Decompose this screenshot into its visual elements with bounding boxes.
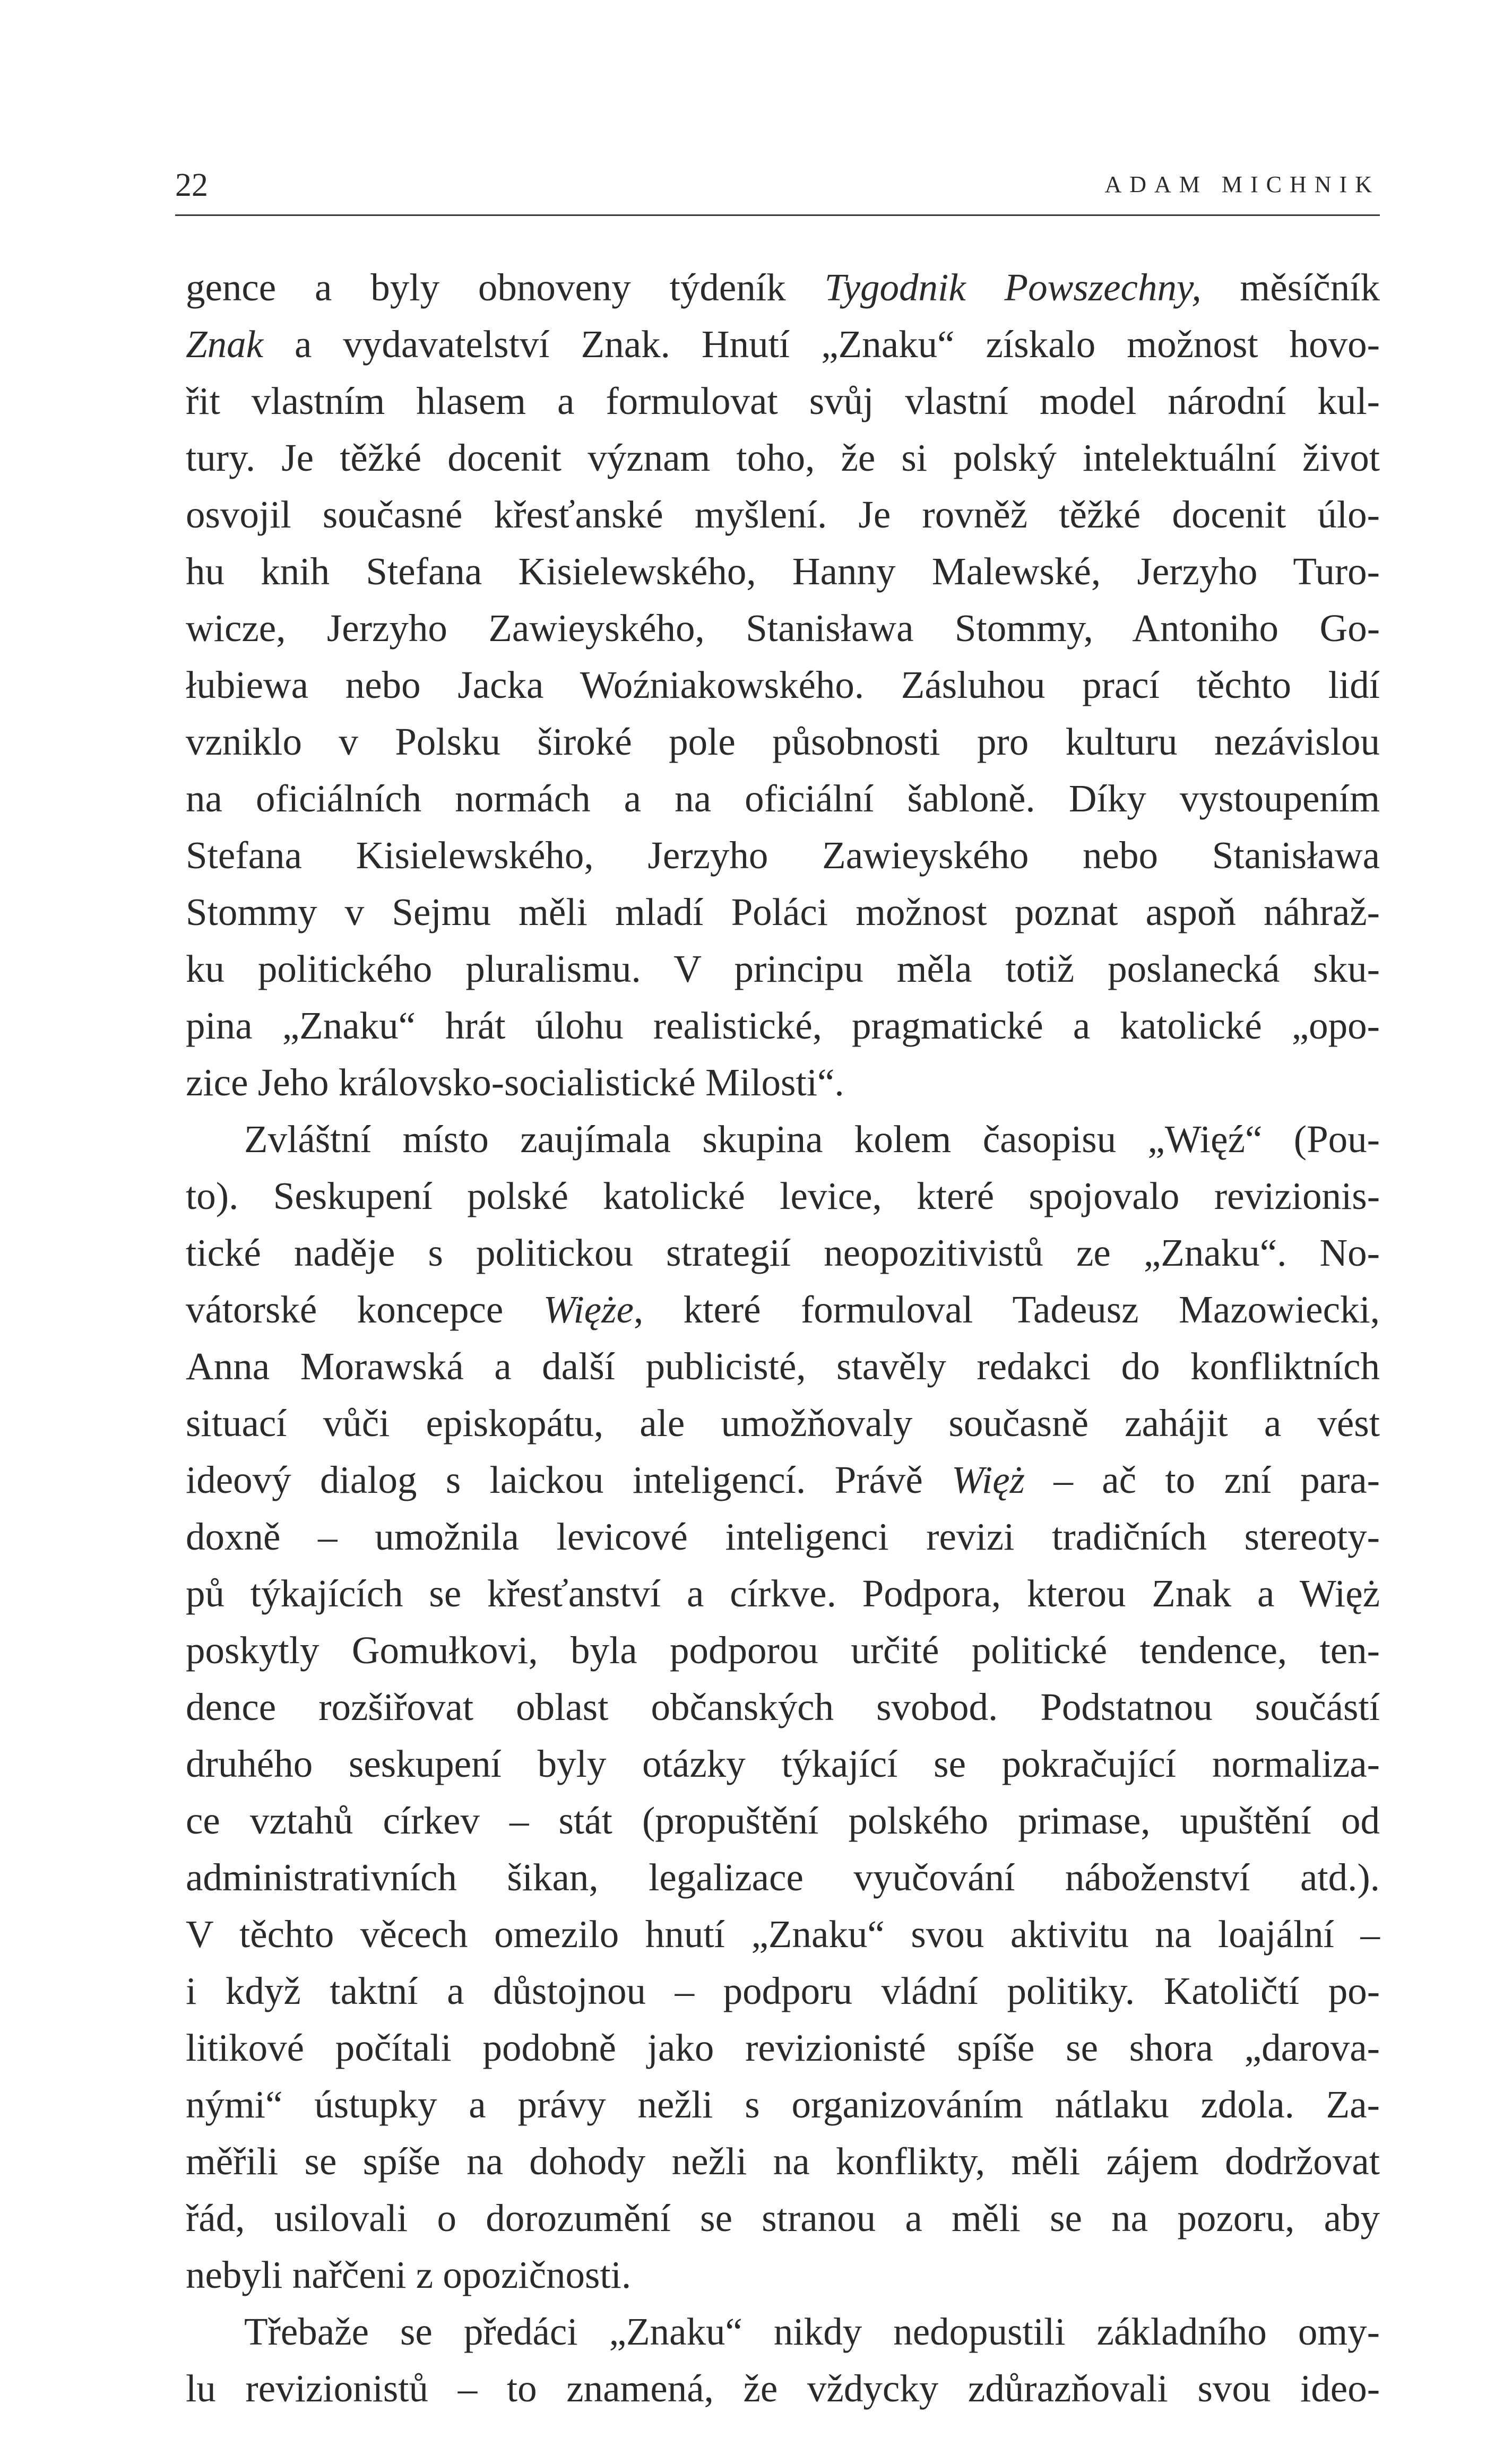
text-line: dence rozšiřovat oblast občanských svobod. Podstatnou součástí: [186, 1685, 1380, 1728]
italic-title: Tygodnik Powszechny,: [824, 266, 1202, 309]
italic-title: Więże: [543, 1288, 634, 1331]
text-line: osvojil současné křesťanské myšlení. Je rovněž těžké docenit úlo-: [186, 493, 1380, 536]
text-line: pina „Znaku“ hrát úlohu realistické, pragmatické a katolické „opo-: [186, 1004, 1380, 1047]
text-line: vzniklo v Polsku široké pole působnosti pro kulturu nezávislou: [186, 720, 1380, 763]
text-line: to). Seskupení polské katolické levice, které spojovalo revizionis-: [186, 1174, 1380, 1217]
text-line: Zvláštní místo zaujímala skupina kolem časopisu „Więź“ (Pou-: [244, 1118, 1380, 1161]
text-line: druhého seskupení byly otázky týkající se pokračující normaliza-: [186, 1742, 1380, 1785]
text-line: ku politického pluralismu. V principu měla totiž poslanecká sku-: [186, 947, 1380, 990]
text-line: zice Jeho královsko-socialistické Milosti“.: [186, 1061, 844, 1104]
text-line: gence a byly obnoveny týdeník Tygodnik Powszechny, měsíčník: [186, 266, 1380, 309]
text-line: Anna Morawská a další publicisté, stavěly redakci do konfliktních: [186, 1345, 1380, 1388]
text-line: Třebaže se předáci „Znaku“ nikdy nedopustili základního omy-: [244, 2310, 1380, 2353]
text-line: i když taktní a důstojnou – podporu vládní politiky. Katoličtí po-: [186, 1969, 1380, 2012]
text-line: ce vztahů církev – stát (propuštění polského primase, upuštění od: [186, 1799, 1380, 1842]
text-line: tické naděje s politickou strategií neopozitivistů ze „Znaku“. No-: [186, 1231, 1380, 1274]
text-line: nebyli nařčeni z opozičnosti.: [186, 2253, 632, 2296]
text-line: doxně – umožnila levicové inteligenci revizi tradičních stereoty-: [186, 1515, 1380, 1558]
text-line: pů týkajících se křesťanství a církve. Podpora, kterou Znak a Więż: [186, 1572, 1380, 1615]
body-text: [186, 259, 1380, 2417]
italic-title: Znak: [186, 323, 263, 366]
text-line: łubiewa nebo Jacka Woźniakowského. Zásluhou prací těchto lidí: [186, 663, 1380, 706]
text-line: měřili se spíše na dohody nežli na konflikty, měli zájem dodržovat: [186, 2140, 1380, 2183]
text-line: Stommy v Sejmu měli mladí Poláci možnost poznat aspoň náhraž-: [186, 891, 1380, 933]
page-number: 22: [175, 167, 208, 203]
text-line: lu revizionistů – to znamená, že vždycky zdůrazňovali svou ideo-: [186, 2367, 1380, 2410]
text-line: Znak a vydavatelství Znak. Hnutí „Znaku“ získalo možnost hovo-: [186, 323, 1380, 366]
running-head: ADAM MICHNIK: [1104, 171, 1380, 197]
text-line: tury. Je těžké docenit význam toho, že si polský intelektuální život: [186, 436, 1380, 479]
text-line: Stefana Kisielewského, Jerzyho Zawieyského nebo Stanisława: [186, 834, 1380, 877]
text-line: wicze, Jerzyho Zawieyského, Stanisława Stommy, Antoniho Go-: [186, 607, 1380, 650]
page-header: [175, 159, 1380, 218]
text-line: řit vlastním hlasem a formulovat svůj vlastní model národní kul-: [186, 379, 1380, 422]
text-line: V těchto věcech omezilo hnutí „Znaku“ svou aktivitu na loajální –: [186, 1913, 1380, 1956]
text-line: řád, usilovali o dorozumění se stranou a měli se na pozoru, aby: [186, 2197, 1380, 2240]
text-line: situací vůči episkopátu, ale umožňovaly současně zahájit a vést: [186, 1402, 1380, 1445]
italic-title: Więż: [952, 1458, 1025, 1501]
header-rule: [175, 214, 1380, 216]
text-line: vátorské koncepce Więże, které formuloval Tadeusz Mazowiecki,: [186, 1288, 1380, 1331]
text-line: hu knih Stefana Kisielewského, Hanny Malewské, Jerzyho Turo-: [186, 550, 1380, 593]
text-line: administrativních šikan, legalizace vyučování náboženství atd.).: [186, 1856, 1380, 1899]
text-line: poskytly Gomułkovi, byla podporou určité politické tendence, ten-: [186, 1629, 1380, 1672]
text-line: nými“ ústupky a právy nežli s organizováním nátlaku zdola. Za-: [186, 2083, 1380, 2126]
text-line: ideový dialog s laickou inteligencí. Právě Więż – ač to zní para-: [186, 1458, 1380, 1501]
text-line: na oficiálních normách a na oficiální šabloně. Díky vystoupením: [186, 777, 1380, 820]
text-line: litikové počítali podobně jako revizionisté spíše se shora „darova-: [186, 2026, 1380, 2069]
